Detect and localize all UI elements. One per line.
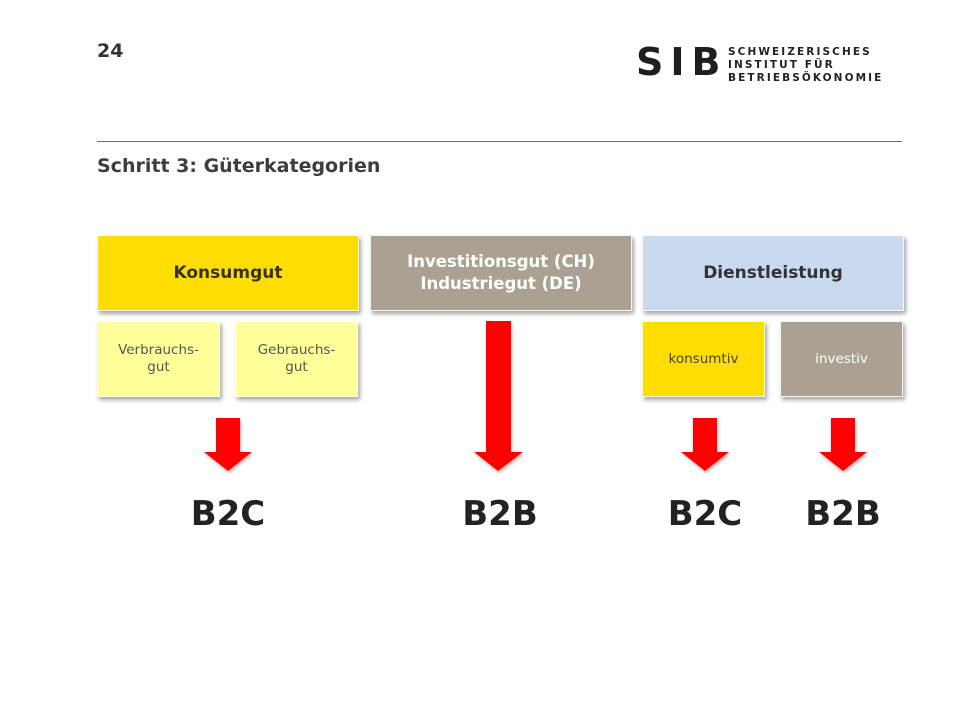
- category-label-line: Industriegut (DE): [420, 274, 582, 293]
- result-label-b2c: B2C: [190, 494, 266, 534]
- category-label: Dienstleistung: [703, 263, 843, 283]
- down-arrow-icon: [204, 418, 252, 471]
- subcategory-label-line: gut: [285, 359, 308, 375]
- down-arrow-icon: [819, 418, 867, 471]
- down-arrow-icon: [474, 321, 523, 471]
- institute-name-line: SCHWEIZERISCHES: [728, 46, 872, 58]
- result-label-b2c: B2C: [667, 494, 743, 534]
- category-label: Konsumgut: [173, 263, 283, 283]
- result-label-b2b: B2B: [805, 494, 881, 534]
- down-arrow-icon: [681, 418, 729, 471]
- result-label-b2b: B2B: [462, 494, 538, 534]
- subcategory-label: konsumtiv: [668, 350, 739, 367]
- page-title: Schritt 3: Güterkategorien: [97, 155, 381, 177]
- category-label-line: Investitionsgut (CH): [407, 252, 595, 271]
- subcategory-label-line: Gebrauchs-: [257, 342, 336, 358]
- subcategory-label-line: gut: [147, 359, 170, 375]
- page-number: 24: [97, 40, 124, 62]
- sib-logo: SIB: [636, 40, 728, 84]
- institute-name-line: INSTITUT FÜR: [728, 59, 835, 71]
- institute-name-line: BETRIEBSÖKONOMIE: [728, 72, 884, 84]
- subcategory-label-line: Verbrauchs-: [118, 342, 199, 358]
- subcategory-label: investiv: [815, 350, 868, 367]
